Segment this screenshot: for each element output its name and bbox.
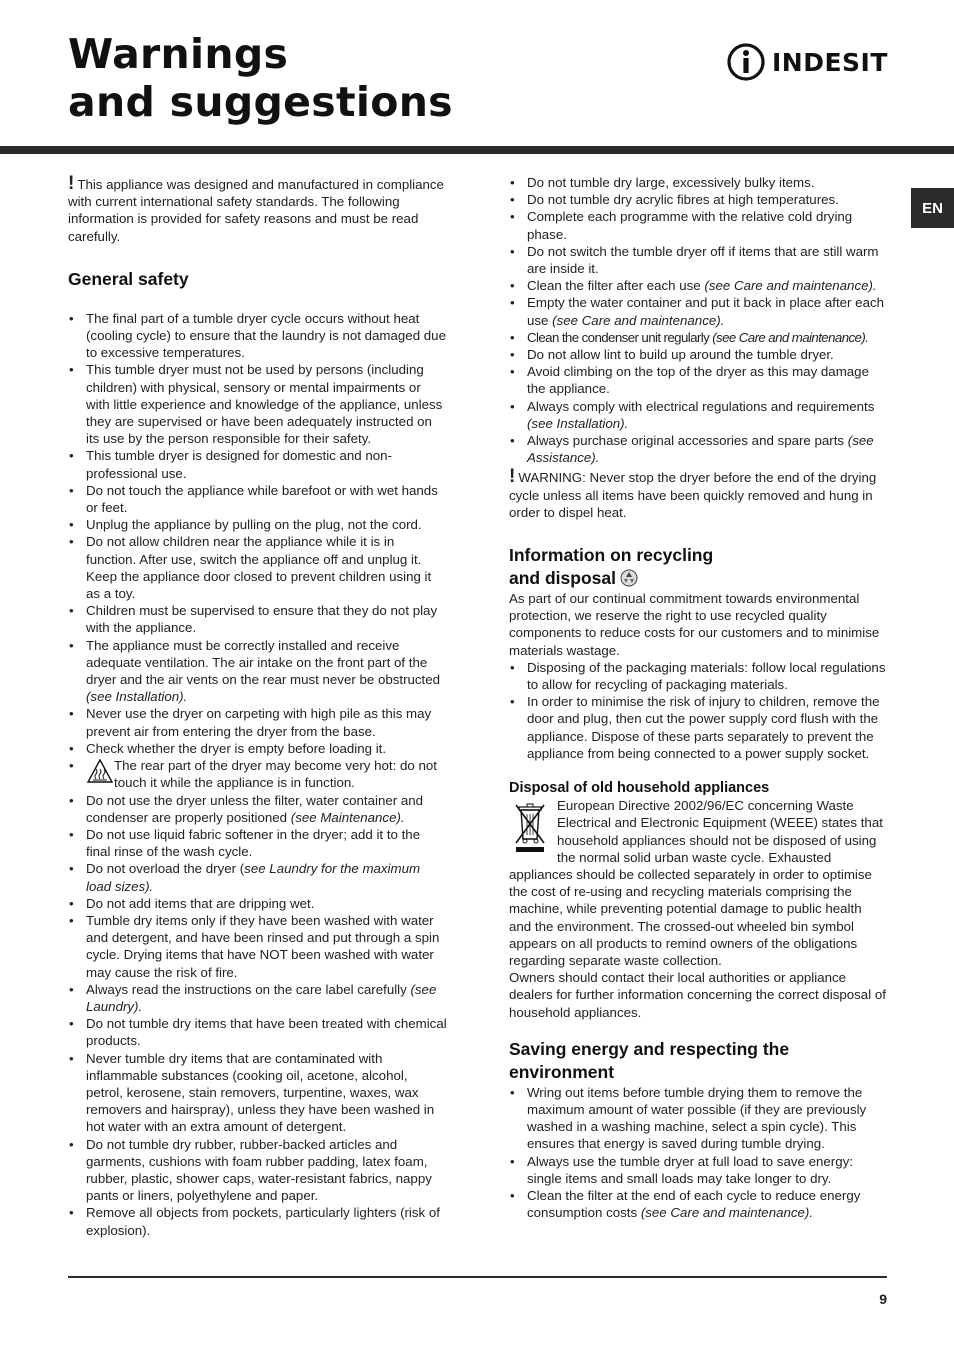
list-item: • Always use the tumble dryer at full load to save energy: single items and small loads may take longer to dry. (509, 1153, 887, 1187)
list-item: • Always read the instructions on the care label carefully (see Laundry). (68, 981, 448, 1015)
list-item: • Do not allow lint to build up around the tumble dryer. (509, 346, 887, 363)
energy-heading: Saving energy and respecting the environment (509, 1038, 790, 1082)
list-item: • The rear part of the dryer may become very hot: do not touch it while the appliance is in function. (68, 757, 448, 791)
energy-list (509, 1084, 887, 1222)
list-item: • Do not tumble dry acrylic fibres at high temperatures. (509, 191, 887, 208)
list-item: • Check whether the dryer is empty before loading it. (68, 740, 448, 757)
crossed-bin-icon (512, 801, 548, 853)
list-item: • In order to minimise the risk of injury to children, remove the door and plug, then cut the power supply cord flush with the appliance. Dispose of these parts separately to prevent the appliance from being connected to a power supply socket. (509, 693, 887, 762)
header-rule (0, 146, 954, 154)
list-item: • Always purchase original accessories and spare parts (see Assistance). (509, 432, 887, 466)
general-safety-heading: General safety (68, 268, 189, 289)
recycle-icon (620, 569, 638, 587)
exclamation-icon: ! (68, 173, 75, 194)
list-item: • Do not use the dryer unless the filter, water container and condenser are properly positioned (see Maintenance). (68, 792, 448, 826)
list-item: • Children must be supervised to ensure that they do not play with the appliance. (68, 602, 448, 636)
intro-paragraph: ! This appliance was designed and manufactured in compliance with current international safety standards. The following information is provided for safety reasons and must be read carefully. (68, 173, 444, 244)
recycling-intro: As part of our continual commitment towards environmental protection, we reserve the right to use recycled quality components to reduce costs for our customers and to minimise materials wastage. (509, 591, 880, 658)
list-item: • Do not tumble dry large, excessively bulky items. (509, 174, 887, 191)
list-item: • Wring out items before tumble drying them to remove the maximum amount of water possible (if they are previously washed in a washing machine, select a spin cycle). This ensures that energy is saved during tumble drying. (509, 1084, 887, 1153)
list-item: • This tumble dryer must not be used by persons (including children) with physical, sensory or mental impairments or with little experience and knowledge of the appliance, unless they are supervised or have been adequately instructed on its use by the person responsible for their safety. (68, 361, 448, 447)
page-title (68, 30, 453, 126)
list-item: • Clean the condenser unit regularly (see Care and maintenance). (509, 329, 887, 346)
list-item: • Always comply with electrical regulations and requirements (see Installation). (509, 398, 887, 432)
exclamation-icon: ! (509, 466, 516, 488)
list-item: • This tumble dryer is designed for domestic and non-professional use. (68, 447, 448, 481)
list-item: • Avoid climbing on the top of the dryer as this may damage the appliance. (509, 363, 887, 397)
language-tab: EN (911, 188, 954, 228)
list-item: • Never use the dryer on carpeting with high pile as this may prevent air from entering the dryer from the base. (68, 705, 448, 739)
list-item: • Do not add items that are dripping wet. (68, 895, 448, 912)
list-item: • Do not tumble dry rubber, rubber-backed articles and garments, cushions with foam rubber padding, latex foam, rubber, plastic, shower caps, water-resistant fabrics, nappy pants or liners, polyethylene and paper. (68, 1136, 448, 1205)
page-title-line2: and suggestions (68, 78, 453, 126)
safety-list-continued (509, 174, 887, 466)
list-item: • Do not touch the appliance while barefoot or with wet hands or feet. (68, 482, 448, 516)
brand-logo (726, 42, 888, 82)
list-item: • Empty the water container and put it back in place after each use (see Care and maintenance). (509, 294, 887, 328)
right-column (509, 174, 887, 1221)
warning-note: ! WARNING: Never stop the dryer before the end of the drying cycle unless all items have been quickly removed and hung in order to dispel heat. (509, 466, 877, 520)
page-number: 9 (879, 1291, 887, 1307)
recycling-list (509, 659, 887, 762)
list-item: • Clean the filter at the end of each cycle to reduce energy consumption costs (see Care and maintenance). (509, 1187, 887, 1221)
general-safety-list (68, 310, 448, 1239)
list-item: • The final part of a tumble dryer cycle occurs without heat (cooling cycle) to ensure that the laundry is not damaged due to excessive temperatures. (68, 310, 448, 362)
disposal-heading: Disposal of old household appliances (509, 780, 770, 797)
page-title-line1: Warnings (68, 30, 289, 78)
list-item: • Do not switch the tumble dryer off if items that are still warm are inside it. (509, 243, 887, 277)
indesit-logo-icon (726, 42, 766, 82)
disposal-paragraph-2: Owners should contact their local authorities or appliance dealers for further information concerning the correct disposal of household appliances. (509, 970, 886, 1020)
list-item: • Unplug the appliance by pulling on the plug, not the cord. (68, 516, 448, 533)
list-item: • Never tumble dry items that are contaminated with inflammable substances (cooking oil, acetone, alcohol, petrol, kerosene, stain removers, turpentine, waxes, wax removers and hairspray), unless they have been washed in hot water with an extra amount of detergent. (68, 1050, 448, 1136)
list-item: • The appliance must be correctly installed and receive adequate ventilation. The air intake on the front part of the dryer and the air vents on the rear must never be obstructed (see Installation). (68, 637, 448, 706)
hot-surface-icon (86, 759, 114, 783)
list-item: • Disposing of the packaging materials: follow local regulations to allow for recycling of packaging materials. (509, 659, 887, 693)
list-item: • Complete each programme with the relative cold drying phase. (509, 208, 887, 242)
list-item: • Remove all objects from pockets, particularly lighters (risk of explosion). (68, 1204, 448, 1238)
left-column (68, 173, 448, 1239)
recycling-heading: Information on recycling and disposal (509, 545, 714, 589)
disposal-paragraph: European Directive 2002/96/EC concerning Waste Electrical and Electronic Equipment (WEEE) states that household appliances should not be disposed of using the normal solid urban waste cycle. Exhausted appliances should be collected separately in order to optimise the cost of re-using and recycling materials comprising the machine, while preventing potential damage to public health and the environment. The crossed-out wheeled bin symbol appears on all products to remind owners of the obligations regarding separate waste collection. (509, 798, 883, 968)
list-item: • Clean the filter after each use (see Care and maintenance). (509, 277, 887, 294)
list-item: • Do not tumble dry items that have been treated with chemical products. (68, 1015, 448, 1049)
list-item: • Do not overload the dryer (see Laundry for the maximum load sizes). (68, 860, 448, 894)
footer-rule (68, 1276, 887, 1278)
list-item: • Tumble dry items only if they have been washed with water and detergent, and have been rinsed and put through a spin cycle. Drying items that have NOT been washed with water may cause the risk of fire. (68, 912, 448, 981)
list-item: • Do not use liquid fabric softener in the dryer; add it to the final rinse of the wash cycle. (68, 826, 448, 860)
brand-name: INDESIT (772, 47, 888, 77)
list-item: • Do not allow children near the appliance while it is in function. After use, switch the appliance off and unplug it. Keep the appliance door closed to prevent children using it as a toy. (68, 533, 448, 602)
